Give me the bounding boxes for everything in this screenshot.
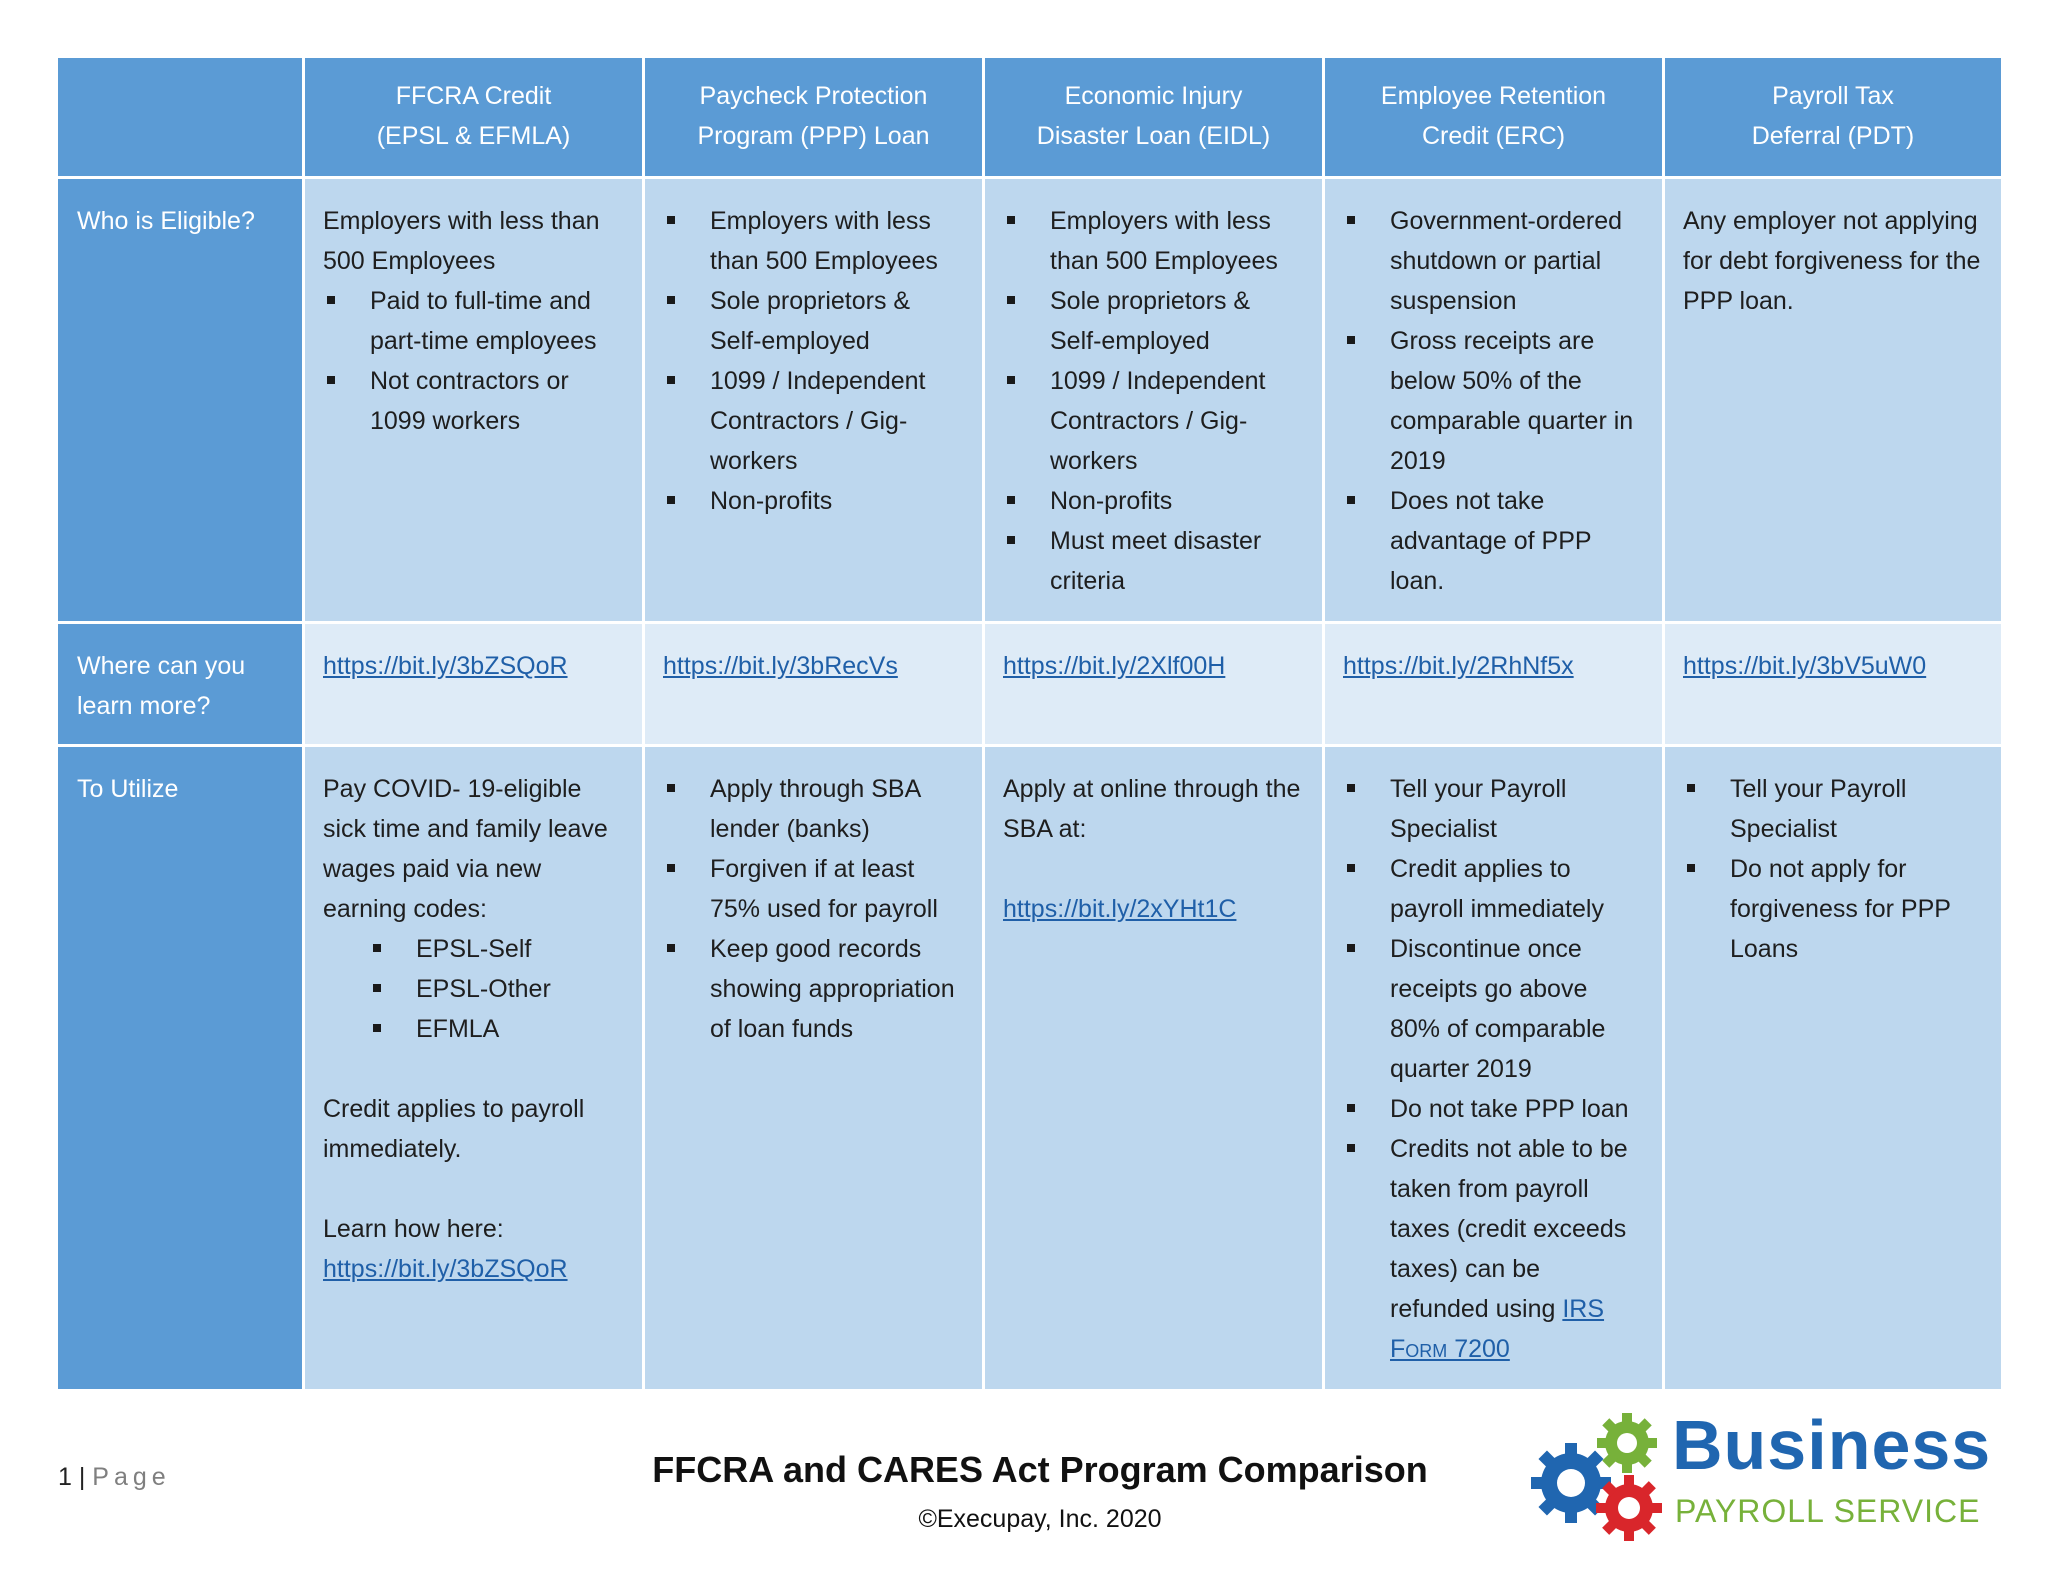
row-label-eligible: Who is Eligible? [58, 179, 302, 621]
row-label-learn: Where can you learn more? [58, 624, 302, 744]
logo-word-payroll: PAYROLL SERVICE [1675, 1493, 1981, 1529]
page-separator: | [71, 1463, 93, 1491]
utilize-ffcra-intro: Pay COVID- 19-eligible sick time and family leave wages paid via new earning codes: [323, 775, 608, 923]
utilize-ppp [645, 747, 982, 1389]
page-word: Page [92, 1463, 171, 1491]
list-item: 1099 / Independent Contractors / Gig-workers [1003, 361, 1304, 481]
list-item: Do not apply for forgiveness for PPP Loans [1683, 849, 1983, 969]
utilize-eidl [985, 747, 1322, 1389]
header-pdt [1665, 58, 2001, 176]
learn-eidl [985, 624, 1322, 744]
eligible-ffcra-intro: Employers with less than 500 Employees [323, 207, 600, 275]
list-item [1343, 1129, 1644, 1369]
header-pdt-line1: Payroll Tax [1772, 82, 1894, 110]
row-label-utilize: To Utilize [58, 747, 302, 1389]
list-item: EFMLA [323, 1009, 624, 1049]
list-item: Does not take advantage of PPP loan. [1343, 481, 1644, 601]
list-item: Keep good records showing appropriation of loan funds [663, 929, 964, 1049]
list-item: Government-ordered shutdown or partial suspension [1343, 201, 1644, 321]
list-item: Must meet disaster criteria [1003, 521, 1304, 601]
list-item: Sole proprietors & Self-employed [663, 281, 964, 361]
utilize-ffcra-credit: Credit applies to payroll immediately. [323, 1095, 585, 1163]
learn-erc [1325, 624, 1662, 744]
list-item: 1099 / Independent Contractors / Gig-workers [663, 361, 964, 481]
header-corner [58, 58, 302, 176]
eligible-ffcra [305, 179, 642, 621]
utilize-ffcra [305, 747, 642, 1389]
eligible-eidl [985, 179, 1322, 621]
list-item: Sole proprietors & Self-employed [1003, 281, 1304, 361]
irs-form-7200-link[interactable]: IRS Form 7200 [1390, 1295, 1605, 1363]
list-item: Employers with less than 500 Employees [663, 201, 964, 281]
page-number-value: 1 [58, 1463, 72, 1491]
list-item: Discontinue once receipts go above 80% of comparable quarter 2019 [1343, 929, 1644, 1089]
header-eidl-line2: Disaster Loan (EIDL) [1036, 122, 1271, 150]
list-item: Forgiven if at least 75% used for payroll [663, 849, 964, 929]
list-item: Not contractors or 1099 workers [323, 361, 624, 441]
list-item: EPSL-Self [323, 929, 624, 969]
list-item: Paid to full-time and part-time employees [323, 281, 624, 361]
list-item: Tell your Payroll Specialist [1343, 769, 1644, 849]
list-item: EPSL-Other [323, 969, 624, 1009]
learn-ffcra-link[interactable]: https://bit.ly/3bZSQoR [323, 652, 568, 680]
learn-eidl-link[interactable]: https://bit.ly/2Xlf00H [1003, 652, 1226, 680]
eligible-ppp [645, 179, 982, 621]
learn-pdt [1665, 624, 2001, 744]
list-item: Non-profits [1003, 481, 1304, 521]
page-number [58, 1463, 171, 1492]
utilize-ffcra-link[interactable]: https://bit.ly/3bZSQoR [323, 1255, 568, 1283]
header-ppp-line1: Paycheck Protection [699, 82, 928, 110]
learn-erc-link[interactable]: https://bit.ly/2RhNf5x [1343, 652, 1574, 680]
list-item: Gross receipts are below 50% of the comparable quarter in 2019 [1343, 321, 1644, 481]
header-ppp-line2: Program (PPP) Loan [697, 122, 930, 150]
header-ppp [645, 58, 982, 176]
learn-ppp-link[interactable]: https://bit.ly/3bRecVs [663, 652, 898, 680]
logo-word-business: Business [1672, 1406, 1992, 1484]
document-title: FFCRA and CARES Act Program Comparison [652, 1449, 1428, 1490]
header-ffcra-line1: FFCRA Credit [395, 82, 552, 110]
eligible-pdt-text: Any employer not applying for debt forgiveness for the PPP loan. [1683, 207, 1981, 315]
header-eidl [985, 58, 1322, 176]
list-item: Tell your Payroll Specialist [1683, 769, 1983, 849]
list-item: Credit applies to payroll immediately [1343, 849, 1644, 929]
learn-ppp [645, 624, 982, 744]
header-eidl-line1: Economic Injury [1064, 82, 1243, 110]
header-erc-line2: Credit (ERC) [1421, 122, 1566, 150]
eligible-pdt [1665, 179, 2001, 621]
list-item: Apply through SBA lender (banks) [663, 769, 964, 849]
eligible-erc [1325, 179, 1662, 621]
header-erc-line1: Employee Retention [1380, 82, 1607, 110]
utilize-erc [1325, 747, 1662, 1389]
header-erc [1325, 58, 1662, 176]
utilize-eidl-text: Apply at online through the SBA at: [1003, 775, 1301, 843]
utilize-eidl-link[interactable]: https://bit.ly/2xYHt1C [1003, 895, 1237, 923]
learn-pdt-link[interactable]: https://bit.ly/3bV5uW0 [1683, 652, 1927, 680]
header-ffcra [305, 58, 642, 176]
list-item: Employers with less than 500 Employees [1003, 201, 1304, 281]
list-item: Non-profits [663, 481, 964, 521]
company-logo [1525, 1405, 1992, 1545]
copyright-notice: ©Execupay, Inc. 2020 [918, 1505, 1162, 1533]
gears-icon [1525, 1405, 1675, 1545]
utilize-ffcra-learn: Learn how here: [323, 1215, 504, 1243]
comparison-table [58, 58, 1986, 1380]
utilize-pdt [1665, 747, 2001, 1389]
erc-refund-text: Credits not able to be taken from payroll taxes (credit exceeds taxes) can be refunded using [1390, 1135, 1628, 1323]
header-ffcra-line2: (EPSL & EFMLA) [376, 122, 571, 150]
learn-ffcra [305, 624, 642, 744]
list-item: Do not take PPP loan [1343, 1089, 1644, 1129]
header-pdt-line2: Deferral (PDT) [1751, 122, 1915, 150]
